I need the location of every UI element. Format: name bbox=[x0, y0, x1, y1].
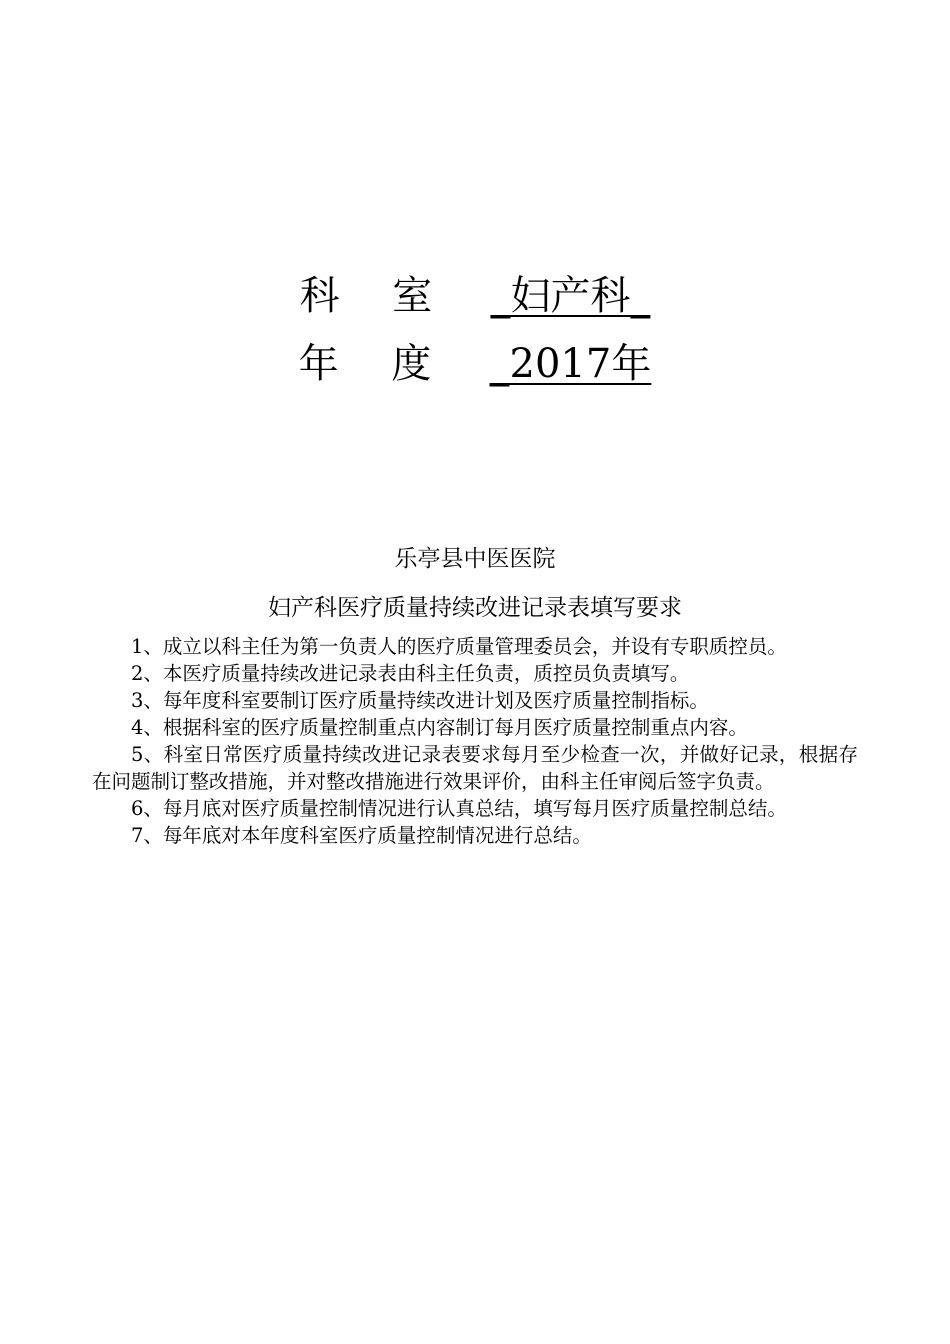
year-line bbox=[0, 340, 950, 388]
requirement-item: 3、每年度科室要制订医疗质量持续改进计划及医疗质量控制指标。 bbox=[131, 689, 709, 712]
requirements-list bbox=[92, 633, 858, 849]
department-value: _妇产科_ bbox=[490, 273, 651, 319]
requirement-item: 1、成立以科主任为第一负责人的医疗质量管理委员会，并设有专职质控员。 bbox=[131, 635, 787, 658]
requirement-item: 2、本医疗质量持续改进记录表由科主任负责，质控员负责填写。 bbox=[131, 662, 690, 685]
requirements-title: 妇产科医疗质量持续改进记录表填写要求 bbox=[268, 595, 682, 621]
department-label: 科 室 bbox=[299, 273, 453, 319]
requirement-item: 7、每年底对本年度科室医疗质量控制情况进行总结。 bbox=[131, 824, 592, 847]
year-value: _2017年 bbox=[489, 341, 652, 387]
requirement-item: 4、根据科室的医疗质量控制重点内容制订每月医疗质量控制重点内容。 bbox=[131, 716, 748, 739]
requirement-item: 5、科室日常医疗质量持续改进记录表要求每月至少检查一次，并做好记录，根据存在问题制订整改措施，并对整改措施进行效果评价，由科主任审阅后签字负责。 bbox=[92, 743, 858, 793]
year-label: 年 度 bbox=[298, 341, 452, 387]
department-line bbox=[0, 272, 950, 320]
requirement-item: 6、每月底对医疗质量控制情况进行认真总结，填写每月医疗质量控制总结。 bbox=[131, 797, 787, 820]
hospital-name: 乐亭县中医医院 bbox=[394, 546, 556, 572]
